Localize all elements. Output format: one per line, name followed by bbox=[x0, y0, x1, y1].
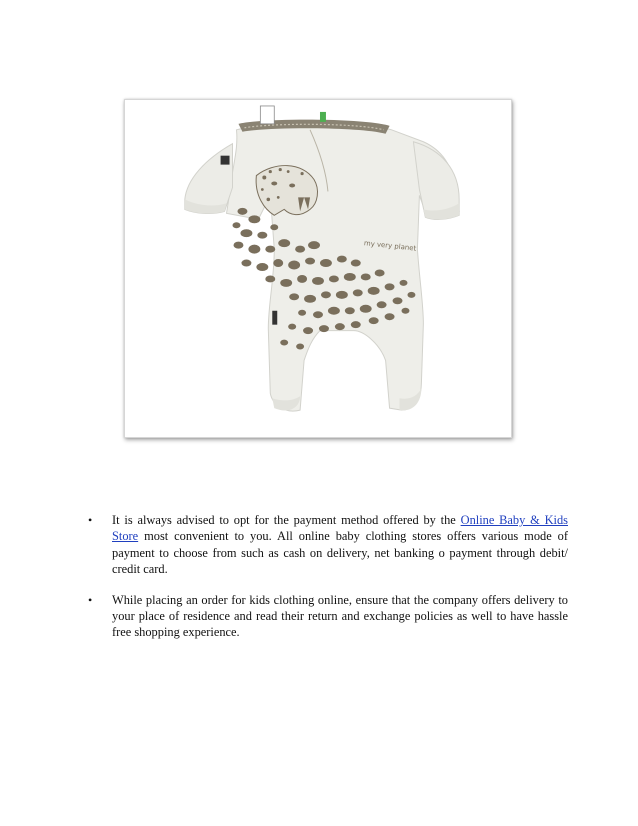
leopard-print-baby-sleepsuit-photo bbox=[125, 100, 511, 437]
green-tag bbox=[320, 112, 326, 122]
bullet-point-icon: • bbox=[88, 592, 93, 607]
neck-label bbox=[260, 106, 274, 124]
bullet-text-before-link: It is always advised to opt for the payment method offered by the bbox=[112, 513, 461, 527]
garment-print-text: my very planet bbox=[363, 239, 417, 253]
bullet-item-payment bbox=[88, 512, 568, 578]
sleeve-badge bbox=[221, 156, 230, 165]
bullet-list bbox=[88, 512, 568, 655]
bullet-point-icon: • bbox=[88, 513, 93, 527]
bullet-text-after-link: most convenient to you. All online baby clothing stores offers various mode of payment to choose from such as cash on delivery, net banking o payment through debit/ credit card. bbox=[112, 529, 568, 577]
product-photo-frame bbox=[124, 99, 512, 438]
bullet-text: While placing an order for kids clothing online, ensure that the company offers delivery to your place of residence and read their return and exchange policies as well to have hassle free shopping experience. bbox=[112, 592, 568, 640]
bullet-item-delivery bbox=[88, 592, 568, 641]
leg-tag bbox=[272, 311, 277, 325]
online-store-link[interactable]: Online Baby & Kids Store bbox=[112, 513, 568, 544]
